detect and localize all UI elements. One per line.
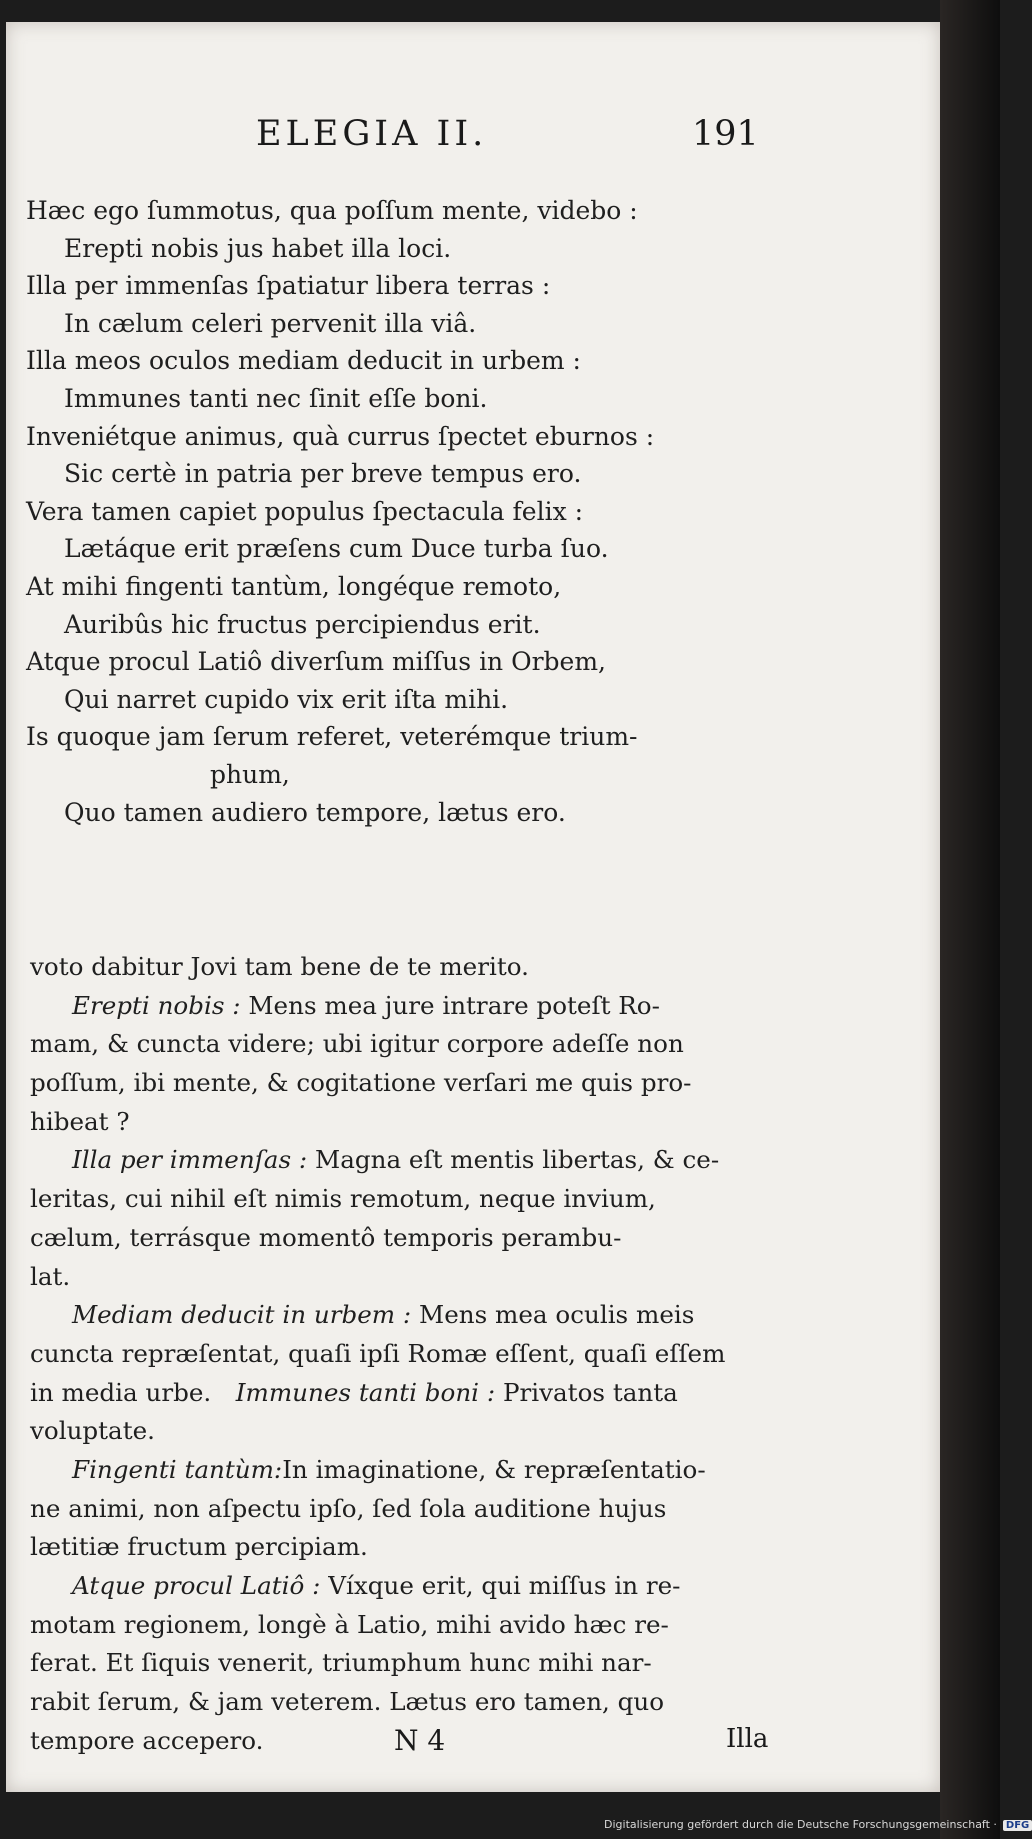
verse-line: Atque procul Latiô diverſum miſſus in Orbem,: [26, 647, 607, 677]
commentary-line: [30, 1103, 778, 1142]
verse-line: Illa meos oculos mediam deducit in urbem :: [26, 346, 581, 376]
verse-line: Immunes tanti nec ſinit eſſe boni.: [64, 383, 488, 413]
verse-line: Lætáque erit præſens cum Duce turba ſuo.: [64, 534, 609, 564]
commentary-line: [30, 1606, 778, 1645]
commentary-line: [30, 1258, 778, 1297]
commentary-gloss: in media urbe.: [30, 1377, 212, 1407]
commentary-gloss: Mens mea oculis meis: [411, 1300, 695, 1330]
commentary-line: [30, 1374, 778, 1413]
commentary-line: [30, 1064, 778, 1103]
commentary-line: [30, 1490, 778, 1529]
commentary-gloss: tempore accepero.: [30, 1725, 264, 1755]
commentary-lemma: Illa per immenſas :: [72, 1145, 308, 1175]
digitization-credit: [604, 1818, 1032, 1831]
page-footer: [6, 1724, 940, 1768]
page-number: 191: [692, 114, 759, 154]
commentary-gloss: Víxque erit, qui miſſus in re-: [320, 1571, 681, 1600]
commentary-gloss: ne animi, non aſpectu ipſo, ſed ſola auditione hujus: [30, 1493, 667, 1523]
commentary-line: [30, 1528, 778, 1567]
commentary-line: [30, 1025, 778, 1064]
commentary-lemma: Fingenti tantùm:: [72, 1454, 283, 1484]
verse-line: Hæc ego ſummotus, qua poſſum mente, videbo :: [26, 196, 638, 225]
commentary-line: [30, 1141, 778, 1180]
commentary-gloss: voto dabitur Jovi tam bene de te merito.: [30, 952, 529, 981]
commentary-line: [30, 1451, 778, 1490]
verse-line: At mihi fingenti tantùm, longéque remoto,: [26, 571, 562, 601]
commentary-gloss: Mens mea jure intrare poteſt Ro-: [240, 990, 660, 1020]
commentary-gloss: In imaginatione, & repræſentatio-: [282, 1454, 706, 1484]
verse-line: Inveniétque animus, quà currus ſpectet eburnos :: [26, 421, 655, 451]
book-edge: [940, 0, 1000, 1839]
commentary-lemma: Atque procul Latiô :: [72, 1571, 321, 1600]
catchword: Illa: [726, 1724, 769, 1754]
book-page: [6, 22, 940, 1792]
verse-line: Qui narret cupido vix erit iſta mihi.: [64, 684, 509, 714]
commentary-gloss: ferat. Et ſiquis venerit, triumphum hunc mihi nar-: [30, 1648, 652, 1678]
commentary-text: [30, 948, 778, 1760]
commentary-line: [30, 1412, 778, 1451]
commentary-gloss: lat.: [30, 1261, 71, 1291]
commentary-line: [30, 1683, 778, 1722]
commentary-line: [30, 1296, 778, 1335]
dfg-logo: DFG: [1003, 1820, 1032, 1831]
verse-line: Is quoque jam ſerum referet, veterémque trium-: [26, 722, 638, 752]
commentary-gloss: cuncta repræſentat, quaſi ipſi Romæ eſſent, quaſi eſſem: [30, 1338, 726, 1368]
page-header: [6, 114, 940, 158]
commentary-gloss: voluptate.: [30, 1416, 155, 1446]
commentary-gloss: cælum, terrásque momentô temporis perambu-: [30, 1222, 622, 1252]
commentary-gloss: mam, & cuncta videre; ubi igitur corpore adeſſe non: [30, 1029, 684, 1059]
credit-text: Digitalisierung gefördert durch die Deutsche Forschungsgemeinschaft ·: [604, 1818, 997, 1831]
commentary-gloss: motam regionem, longè à Latio, mihi avido hæc re-: [30, 1609, 669, 1639]
commentary-line: [30, 1335, 778, 1374]
verse-line: Illa per immenſas ſpatiatur libera terras :: [26, 271, 551, 301]
verse-line: In cælum celeri pervenit illa viâ.: [64, 308, 477, 338]
verse-line: Auribûs hic fructus percipiendus erit.: [64, 609, 541, 639]
commentary-line: [30, 1180, 778, 1219]
commentary-line: [30, 1567, 778, 1606]
commentary-line: [30, 1219, 778, 1258]
commentary-lemma: Immunes tanti boni :: [235, 1377, 496, 1407]
commentary-gloss: rabit ſerum, & jam veterem. Lætus ero tamen, quo: [30, 1687, 665, 1717]
commentary-line: [30, 1644, 778, 1683]
commentary-lemma: Erepti nobis :: [72, 990, 241, 1020]
verse-line: phum,: [210, 759, 290, 789]
running-head: ELEGIA II.: [256, 114, 488, 154]
commentary-gloss: poſſum, ibi mente, & cogitatione verſari me quis pro-: [30, 1068, 692, 1098]
commentary-gloss: Magna eſt mentis libertas, & ce-: [307, 1145, 720, 1175]
verse-line: Quo tamen audiero tempore, lætus ero.: [64, 797, 566, 827]
verse-line: Vera tamen capiet populus ſpectacula felix :: [26, 496, 584, 526]
verse-line: Erepti nobis jus habet illa loci.: [64, 233, 452, 263]
verse-line: Sic certè in patria per breve tempus ero.: [64, 459, 582, 489]
commentary-line: [30, 948, 778, 987]
commentary-gloss: lætitiæ fructum percipiam.: [30, 1532, 368, 1562]
commentary-gloss: leritas, cui nihil eſt nimis remotum, neque invium,: [30, 1184, 656, 1214]
commentary-gloss: hibeat ?: [30, 1106, 130, 1136]
poem-text: [26, 192, 926, 831]
signature-mark: N 4: [394, 1724, 446, 1757]
commentary-line: [30, 987, 778, 1026]
commentary-gloss: Privatos tanta: [495, 1377, 678, 1407]
commentary-lemma: Mediam deducit in urbem :: [72, 1300, 412, 1330]
